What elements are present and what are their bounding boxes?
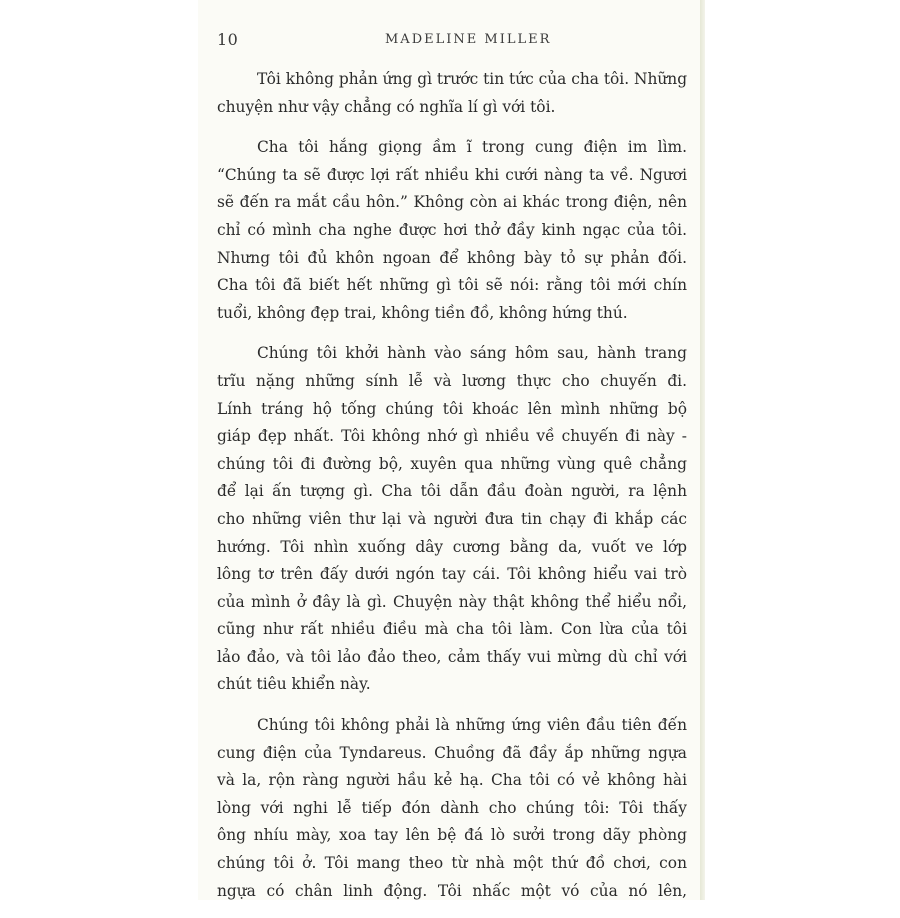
text-line: Chúng tôi không phải là những ứng viên đầu tiên đến: [257, 716, 687, 735]
text-line: chút tiêu khiển này.: [217, 675, 371, 694]
running-title: MADELINE MILLER: [385, 32, 552, 47]
text-line: Cha tôi đã biết hết những gì tôi sẽ nói: rằng tôi mới chín: [217, 276, 687, 295]
text-line: cung điện của Tyndareus. Chuồng đã đầy ắp những ngựa: [217, 743, 687, 762]
text-line: ngựa có chân linh động. Tôi nhấc một vó của nó lên,: [217, 881, 687, 900]
text-line: Tôi không phản ứng gì trước tin tức của cha tôi. Những: [257, 70, 688, 88]
page-edge: [700, 0, 705, 900]
text-line: cũng như rất nhiều điều mà cha tôi làm. Con lừa của tôi: [217, 620, 687, 639]
paragraph: [217, 134, 687, 327]
text-line: và la, rộn ràng người hầu kẻ hạ. Cha tôi có vẻ không hài: [217, 771, 687, 790]
text-line: trĩu nặng những sính lễ và lương thực cho chuyến đi.: [217, 371, 687, 390]
text-line: Cha tôi hắng giọng ầm ĩ trong cung điện im lìm.: [257, 138, 687, 157]
text-line: ông nhíu mày, xoa tay lên bệ đá lò sưởi trong dãy phòng: [217, 826, 687, 845]
text-line: giáp đẹp nhất. Tôi không nhớ gì nhiều về chuyến đi này -: [217, 427, 687, 446]
body-text: [217, 66, 687, 918]
text-line: chuyện như vậy chẳng có nghĩa lí gì với tôi.: [217, 97, 556, 116]
text-line: để lại ấn tượng gì. Cha tôi dẫn đầu đoàn người, ra lệnh: [217, 482, 687, 501]
paragraph: [217, 66, 687, 121]
paragraph: [217, 340, 687, 699]
text-line: Chúng tôi khởi hành vào sáng hôm sau, hành trang: [257, 344, 687, 363]
text-line: chỉ có mình cha nghe được hơi thở đầy kinh ngạc của tôi.: [217, 220, 687, 239]
text-line: lòng với nghi lễ tiếp đón dành cho chúng tôi: Tôi thấy: [217, 798, 687, 817]
text-line: lảo đảo, và tôi lảo đảo theo, cảm thấy vui mừng dù chỉ với: [217, 647, 687, 666]
text-line: chúng tôi ở. Tôi mang theo từ nhà một thứ đồ chơi, con: [217, 854, 687, 873]
text-line: “Chúng ta sẽ được lợi rất nhiều khi cưới nàng ta về. Ngươi: [217, 165, 687, 184]
text-line: hướng. Tôi nhìn xuống dây cương bằng da, vuốt ve lớp: [217, 537, 687, 556]
text-line: Lính tráng hộ tống chúng tôi khoác lên mình những bộ: [217, 399, 687, 418]
text-line: chúng tôi đi đường bộ, xuyên qua những vùng quê chẳng: [217, 454, 687, 473]
text-line: lông tơ trên đấy dưới ngón tay cái. Tôi không hiểu vai trò: [217, 565, 687, 584]
text-line: sẽ đến ra mắt cầu hôn.” Không còn ai khác trong điện, nên: [217, 193, 687, 212]
page-number: 10: [217, 30, 239, 49]
text-line: tuổi, không đẹp trai, không tiền đồ, không hứng thú.: [217, 303, 628, 322]
paragraph: [217, 712, 687, 905]
text-line: Nhưng tôi đủ khôn ngoan để không bày tỏ sự phản đối.: [217, 248, 687, 267]
text-line: của mình ở đây là gì. Chuyện này thật không thể hiểu nổi,: [217, 592, 687, 611]
page-header: [217, 30, 687, 54]
text-line: cho những viên thư lại và người đưa tin chạy đi khắp các: [217, 509, 687, 528]
